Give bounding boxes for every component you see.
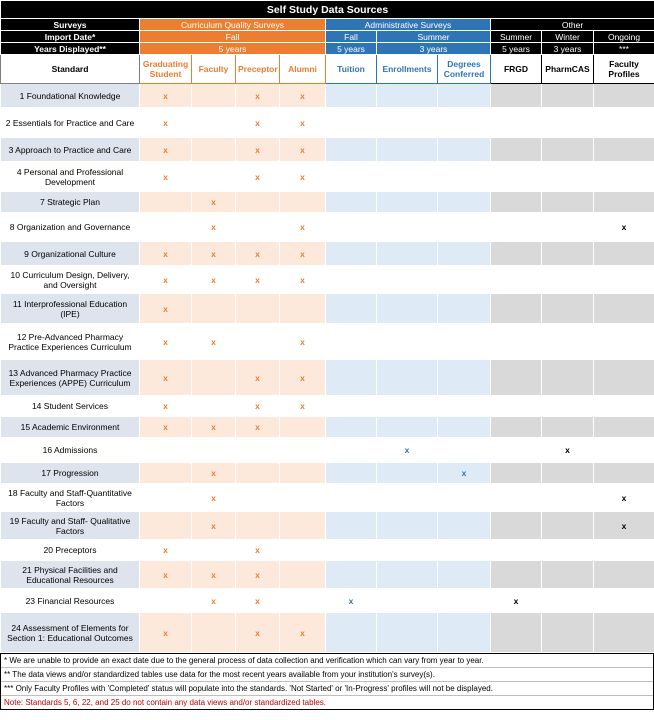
empty-cell [192, 613, 236, 653]
source-mark: x [192, 561, 236, 589]
source-mark: x [594, 512, 654, 540]
empty-cell [542, 108, 594, 138]
source-mark: x [140, 138, 192, 162]
empty-cell [594, 138, 654, 162]
source-mark: x [140, 108, 192, 138]
source-mark: x [140, 162, 192, 192]
source-mark: x [140, 396, 192, 417]
table-row [1, 540, 654, 561]
empty-cell [491, 417, 542, 438]
table-row [1, 396, 654, 417]
empty-cell [326, 438, 377, 463]
standard-label: 24 Assessment of Elements for Section 1: Educational Outcomes [1, 613, 140, 653]
standard-label: 3 Approach to Practice and Care [1, 138, 140, 162]
empty-cell [594, 463, 654, 484]
empty-cell [542, 294, 594, 324]
import-other-ongoing: Ongoing [594, 31, 654, 43]
empty-cell [491, 613, 542, 653]
empty-cell [491, 396, 542, 417]
source-mark: x [236, 396, 280, 417]
source-mark: x [542, 438, 594, 463]
years-displayed-label: Years Displayed** [1, 43, 140, 55]
empty-cell [140, 213, 192, 242]
empty-cell [438, 242, 491, 266]
empty-cell [594, 324, 654, 360]
standard-label: 19 Faculty and Staff- Qualitative Factors [1, 512, 140, 540]
source-mark: x [192, 213, 236, 242]
empty-cell [377, 84, 438, 108]
empty-cell [377, 192, 438, 213]
source-mark: x [236, 108, 280, 138]
empty-cell [377, 294, 438, 324]
footnote-1: * We are unable to provide an exact date due to the general process of data collection and verification which can vary from year to year. [1, 654, 653, 668]
empty-cell [192, 108, 236, 138]
empty-cell [438, 561, 491, 589]
source-mark: x [438, 463, 491, 484]
empty-cell [491, 463, 542, 484]
table-row [1, 84, 654, 108]
empty-cell [542, 561, 594, 589]
column-header-graduating-student: Graduating Student [140, 55, 192, 84]
empty-cell [438, 108, 491, 138]
empty-cell [594, 266, 654, 294]
standard-label: 16 Admissions [1, 438, 140, 463]
table-row [1, 213, 654, 242]
empty-cell [377, 108, 438, 138]
empty-cell [377, 396, 438, 417]
table-row [1, 162, 654, 192]
empty-cell [594, 294, 654, 324]
empty-cell [192, 540, 236, 561]
table-row [1, 192, 654, 213]
table-row [1, 324, 654, 360]
empty-cell [594, 84, 654, 108]
empty-cell [542, 512, 594, 540]
table-row [1, 108, 654, 138]
column-header-degrees-conferred: Degrees Conferred [438, 55, 491, 84]
source-mark: x [236, 162, 280, 192]
empty-cell [326, 84, 377, 108]
import-date-label: Import Date* [1, 31, 140, 43]
column-header-faculty-profiles: Faculty Profiles [594, 55, 654, 84]
source-mark: x [326, 589, 377, 613]
empty-cell [280, 438, 326, 463]
source-mark: x [236, 561, 280, 589]
table-row [1, 417, 654, 438]
empty-cell [326, 484, 377, 512]
source-mark: x [236, 360, 280, 396]
empty-cell [140, 463, 192, 484]
empty-cell [594, 396, 654, 417]
source-mark: x [594, 484, 654, 512]
empty-cell [542, 463, 594, 484]
column-header-preceptor: Preceptor [236, 55, 280, 84]
empty-cell [326, 266, 377, 294]
standard-label: 7 Strategic Plan [1, 192, 140, 213]
source-mark: x [280, 84, 326, 108]
empty-cell [542, 396, 594, 417]
empty-cell [491, 162, 542, 192]
source-mark: x [280, 360, 326, 396]
empty-cell [326, 108, 377, 138]
table-row [1, 438, 654, 463]
empty-cell [542, 324, 594, 360]
empty-cell [236, 512, 280, 540]
source-mark: x [140, 266, 192, 294]
empty-cell [140, 484, 192, 512]
empty-cell [377, 138, 438, 162]
empty-cell [594, 561, 654, 589]
empty-cell [236, 484, 280, 512]
source-mark: x [280, 138, 326, 162]
empty-cell [326, 463, 377, 484]
source-mark: x [192, 463, 236, 484]
empty-cell [438, 484, 491, 512]
empty-cell [438, 213, 491, 242]
empty-cell [377, 613, 438, 653]
standard-label: 10 Curriculum Design, Delivery, and Oversight [1, 266, 140, 294]
source-mark: x [236, 266, 280, 294]
table-row [1, 463, 654, 484]
empty-cell [377, 162, 438, 192]
empty-cell [594, 192, 654, 213]
surveys-label: Surveys [1, 19, 140, 31]
standard-label: 20 Preceptors [1, 540, 140, 561]
empty-cell [594, 438, 654, 463]
empty-cell [594, 613, 654, 653]
empty-cell [140, 192, 192, 213]
empty-cell [236, 213, 280, 242]
source-mark: x [280, 396, 326, 417]
column-header-pharmcas: PharmCAS [542, 55, 594, 84]
empty-cell [377, 512, 438, 540]
source-mark: x [491, 589, 542, 613]
empty-cell [280, 512, 326, 540]
years-admin-summer: 3 years [377, 43, 491, 55]
empty-cell [594, 108, 654, 138]
empty-cell [326, 512, 377, 540]
source-mark: x [140, 294, 192, 324]
empty-cell [326, 540, 377, 561]
empty-cell [542, 417, 594, 438]
source-mark: x [140, 613, 192, 653]
empty-cell [438, 84, 491, 108]
empty-cell [491, 294, 542, 324]
empty-cell [326, 294, 377, 324]
source-mark: x [192, 266, 236, 294]
empty-cell [236, 294, 280, 324]
empty-cell [594, 589, 654, 613]
empty-cell [377, 540, 438, 561]
empty-cell [491, 360, 542, 396]
source-mark: x [140, 417, 192, 438]
source-mark: x [140, 242, 192, 266]
source-mark: x [140, 360, 192, 396]
empty-cell [438, 589, 491, 613]
empty-cell [491, 540, 542, 561]
source-mark: x [280, 108, 326, 138]
empty-cell [236, 324, 280, 360]
standard-label: 11 Interprofessional Education (IPE) [1, 294, 140, 324]
years-curriculum: 5 years [140, 43, 326, 55]
source-mark: x [192, 589, 236, 613]
source-mark: x [140, 561, 192, 589]
standard-label: 23 Financial Resources [1, 589, 140, 613]
empty-cell [192, 438, 236, 463]
source-mark: x [236, 613, 280, 653]
empty-cell [326, 417, 377, 438]
empty-cell [491, 84, 542, 108]
empty-cell [280, 192, 326, 213]
table-row [1, 613, 654, 653]
empty-cell [192, 396, 236, 417]
source-mark: x [280, 613, 326, 653]
source-mark: x [236, 84, 280, 108]
empty-cell [542, 540, 594, 561]
empty-cell [377, 266, 438, 294]
table-row [1, 138, 654, 162]
empty-cell [326, 138, 377, 162]
empty-cell [326, 192, 377, 213]
standard-label: 14 Student Services [1, 396, 140, 417]
source-mark: x [140, 540, 192, 561]
empty-cell [594, 360, 654, 396]
empty-cell [491, 192, 542, 213]
years-other-summer: 5 years [491, 43, 542, 55]
empty-cell [377, 484, 438, 512]
empty-cell [326, 561, 377, 589]
empty-cell [438, 162, 491, 192]
years-admin-fall: 5 years [326, 43, 377, 55]
table-row [1, 294, 654, 324]
empty-cell [377, 360, 438, 396]
empty-cell [377, 463, 438, 484]
empty-cell [438, 266, 491, 294]
empty-cell [438, 324, 491, 360]
empty-cell [438, 438, 491, 463]
empty-cell [542, 242, 594, 266]
column-header-enrollments: Enrollments [377, 55, 438, 84]
empty-cell [542, 266, 594, 294]
empty-cell [594, 162, 654, 192]
footnotes [0, 653, 654, 710]
import-other-winter: Winter [542, 31, 594, 43]
empty-cell [326, 242, 377, 266]
standard-label: 2 Essentials for Practice and Care [1, 108, 140, 138]
empty-cell [377, 589, 438, 613]
empty-cell [326, 213, 377, 242]
empty-cell [326, 162, 377, 192]
empty-cell [491, 484, 542, 512]
empty-cell [542, 589, 594, 613]
source-mark: x [236, 138, 280, 162]
column-header-tuition: Tuition [326, 55, 377, 84]
standard-label: 21 Physical Facilities and Educational Resources [1, 561, 140, 589]
empty-cell [491, 438, 542, 463]
empty-cell [236, 463, 280, 484]
empty-cell [280, 484, 326, 512]
source-mark: x [236, 540, 280, 561]
source-mark: x [236, 417, 280, 438]
empty-cell [140, 589, 192, 613]
empty-cell [491, 512, 542, 540]
empty-cell [438, 417, 491, 438]
group-admin: Administrative Surveys [326, 19, 491, 31]
empty-cell [491, 324, 542, 360]
empty-cell [236, 438, 280, 463]
empty-cell [192, 294, 236, 324]
empty-cell [438, 396, 491, 417]
source-mark: x [594, 213, 654, 242]
source-mark: x [280, 162, 326, 192]
empty-cell [542, 162, 594, 192]
empty-cell [542, 138, 594, 162]
standard-label: 17 Progression [1, 463, 140, 484]
empty-cell [542, 213, 594, 242]
empty-cell [236, 192, 280, 213]
source-mark: x [140, 324, 192, 360]
source-mark: x [280, 242, 326, 266]
empty-cell [280, 294, 326, 324]
empty-cell [192, 138, 236, 162]
empty-cell [377, 561, 438, 589]
empty-cell [491, 138, 542, 162]
empty-cell [438, 540, 491, 561]
empty-cell [326, 613, 377, 653]
standard-label: 9 Organizational Culture [1, 242, 140, 266]
empty-cell [438, 294, 491, 324]
empty-cell [377, 213, 438, 242]
empty-cell [542, 84, 594, 108]
empty-cell [280, 561, 326, 589]
empty-cell [438, 613, 491, 653]
table-row [1, 360, 654, 396]
empty-cell [542, 484, 594, 512]
standard-label: 1 Foundational Knowledge [1, 84, 140, 108]
empty-cell [542, 192, 594, 213]
empty-cell [491, 242, 542, 266]
column-header-standard: Standard [1, 55, 140, 84]
standard-label: 12 Pre-Advanced Pharmacy Practice Experiences Curriculum [1, 324, 140, 360]
source-mark: x [280, 266, 326, 294]
standard-label: 8 Organization and Governance [1, 213, 140, 242]
empty-cell [438, 138, 491, 162]
standard-label: 18 Faculty and Staff-Quantitative Factors [1, 484, 140, 512]
table-row [1, 512, 654, 540]
empty-cell [542, 613, 594, 653]
empty-cell [280, 540, 326, 561]
empty-cell [326, 324, 377, 360]
empty-cell [594, 417, 654, 438]
empty-cell [192, 360, 236, 396]
empty-cell [491, 213, 542, 242]
standards-body [1, 84, 654, 653]
empty-cell [377, 324, 438, 360]
table-row [1, 561, 654, 589]
group-other: Other [491, 19, 654, 31]
column-header-alumni: Alumni [280, 55, 326, 84]
empty-cell [192, 84, 236, 108]
years-other-winter: 3 years [542, 43, 594, 55]
empty-cell [140, 512, 192, 540]
empty-cell [438, 512, 491, 540]
source-mark: x [192, 324, 236, 360]
source-mark: x [140, 84, 192, 108]
table-row [1, 242, 654, 266]
column-header-frgd: FRGD [491, 55, 542, 84]
footnote-3: *** Only Faculty Profiles with 'Completed' status will populate into the standards. 'Not Started' or 'In-Progress' profiles will not be displayed. [1, 682, 653, 696]
empty-cell [377, 242, 438, 266]
import-admin-summer: Summer [377, 31, 491, 43]
empty-cell [326, 360, 377, 396]
import-curriculum: Fall [140, 31, 326, 43]
empty-cell [438, 192, 491, 213]
standard-label: 4 Personal and Professional Development [1, 162, 140, 192]
empty-cell [140, 438, 192, 463]
source-mark: x [280, 324, 326, 360]
import-admin-fall: Fall [326, 31, 377, 43]
empty-cell [491, 561, 542, 589]
empty-cell [280, 589, 326, 613]
empty-cell [192, 162, 236, 192]
source-mark: x [192, 512, 236, 540]
empty-cell [594, 540, 654, 561]
empty-cell [491, 108, 542, 138]
empty-cell [280, 417, 326, 438]
empty-cell [594, 242, 654, 266]
source-mark: x [192, 417, 236, 438]
table-row [1, 484, 654, 512]
source-mark: x [377, 438, 438, 463]
table-row [1, 266, 654, 294]
empty-cell [542, 360, 594, 396]
empty-cell [438, 360, 491, 396]
source-mark: x [236, 242, 280, 266]
standard-label: 13 Advanced Pharmacy Practice Experiences (APPE) Curriculum [1, 360, 140, 396]
footnote-2: ** The data views and/or standardized tables use data for the most recent years available from your institution's survey(s). [1, 668, 653, 682]
source-mark: x [192, 484, 236, 512]
years-other-ongoing: *** [594, 43, 654, 55]
source-mark: x [192, 242, 236, 266]
source-mark: x [236, 589, 280, 613]
column-header-faculty: Faculty [192, 55, 236, 84]
standard-label: 15 Academic Environment [1, 417, 140, 438]
import-other-summer: Summer [491, 31, 542, 43]
group-curriculum: Curriculum Quality Surveys [140, 19, 326, 31]
empty-cell [326, 396, 377, 417]
standards-note: Note: Standards 5, 6, 22, and 25 do not contain any data views and/or standardized tables. [4, 698, 326, 707]
source-mark: x [192, 192, 236, 213]
empty-cell [377, 417, 438, 438]
source-mark: x [280, 213, 326, 242]
empty-cell [280, 463, 326, 484]
empty-cell [491, 266, 542, 294]
page-title: Self Study Data Sources [1, 1, 654, 19]
table-row [1, 589, 654, 613]
